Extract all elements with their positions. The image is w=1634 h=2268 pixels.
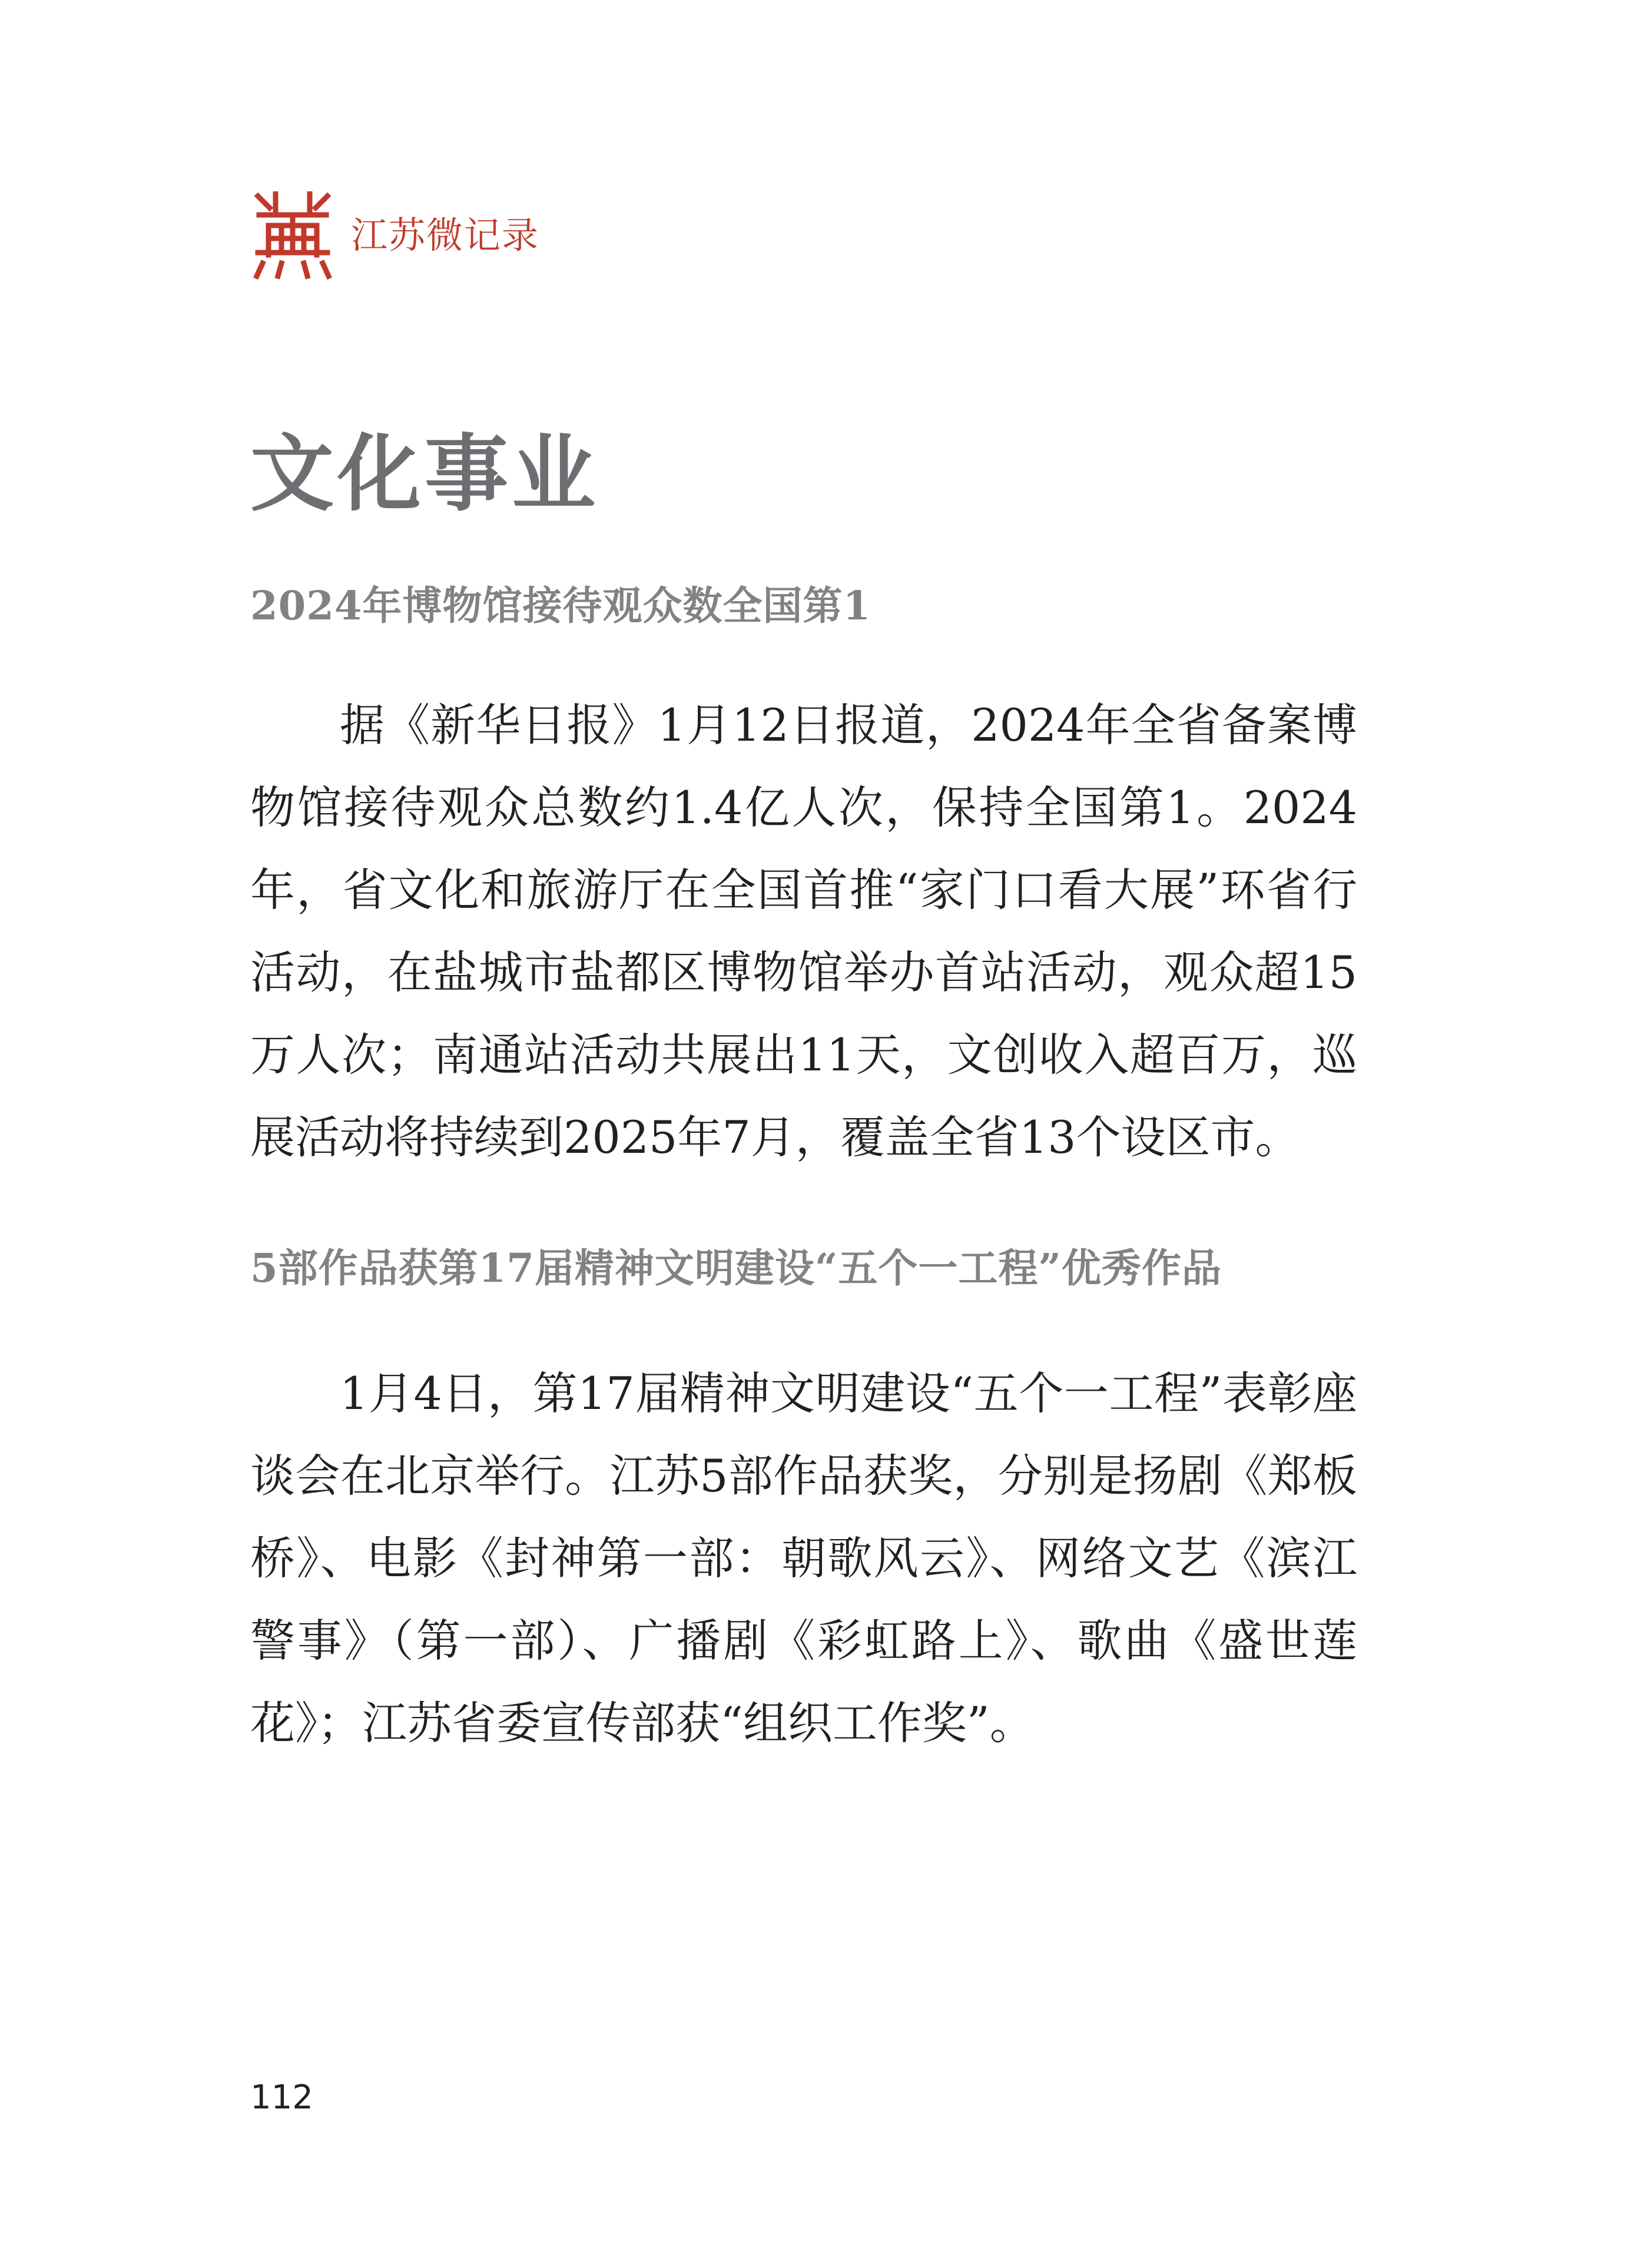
series-title: 江苏微记录 bbox=[351, 214, 540, 257]
section-heading: 5部作品获第17届精神文明建设“五个一工程”优秀作品 bbox=[250, 1245, 1222, 1291]
section-heading: 2024年博物馆接待观众数全国第1 bbox=[250, 582, 871, 629]
section-five-one-project bbox=[250, 1245, 1357, 1765]
section-museum-visitors bbox=[250, 582, 1357, 1179]
jiangsu-seal-logo-icon bbox=[252, 191, 333, 280]
section-body: 1月4日，第17届精神文明建设“五个一工程”表彰座谈会在北京举行。江苏5部作品获奖，分别是扬剧《郑板桥》、电影《封神第一部：朝歌风云》、网络文艺《滨江警事》（第一部）、广播剧《彩虹路上》、歌曲《盛世莲花》；江苏省委宣传部获“组织工作奖”。 bbox=[250, 1367, 1357, 1749]
section-body: 据《新华日报》1月12日报道，2024年全省备案博物馆接待观众总数约1.4亿人次，保持全国第1。2024年，省文化和旅游厅在全国首推“家门口看大展”环省行活动，在盐城市盐都区博物馆举办首站活动，观众超15万人次；南通站活动共展出11天，文创收入超百万，巡展活动将持续到2025年7月，覆盖全省13个设区市。 bbox=[250, 699, 1357, 1163]
chapter-title: 文化事业 bbox=[250, 426, 599, 523]
page-number: 112 bbox=[250, 2078, 313, 2117]
page-header bbox=[252, 191, 539, 280]
